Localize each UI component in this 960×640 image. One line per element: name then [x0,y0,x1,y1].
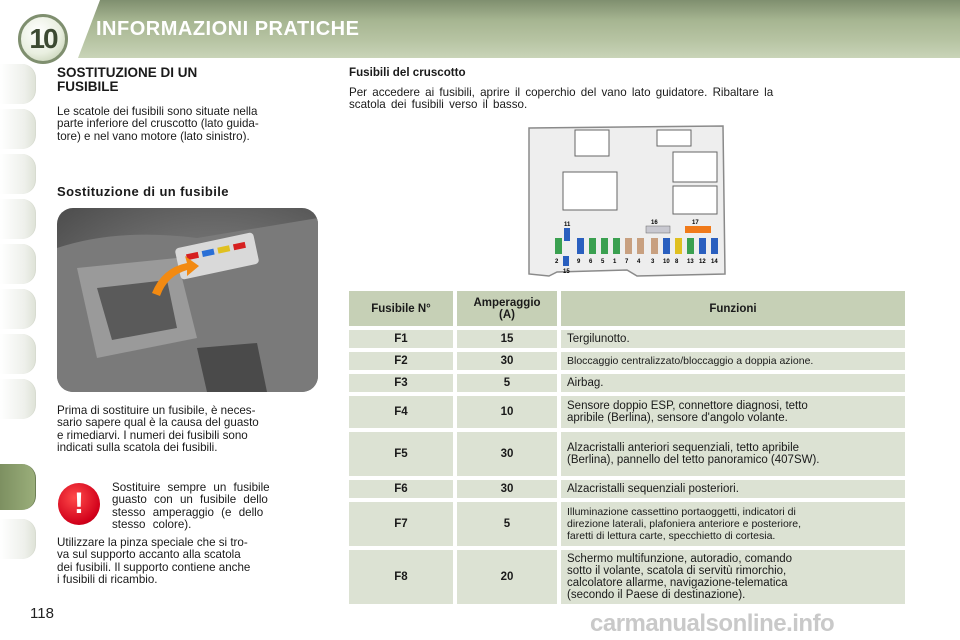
fuse-slot [589,238,596,254]
fuse-slot-label: 9 [577,259,581,265]
left-column [57,66,319,199]
fuse-slot-label: 2 [555,259,559,265]
fuse-amperage: 30 [453,432,557,476]
fuse-amperage: 30 [453,480,557,498]
chapter-badge: 10 [18,14,68,64]
fuse-number: F7 [349,502,453,546]
fuse-slot [601,238,608,254]
fuse-slot [555,238,562,254]
fuse-slot [613,238,620,254]
fuse-slot-label: 1 [613,259,617,265]
pliers-paragraph: Utilizzare la pinza speciale che si tro- va sul supporto accanto alla scatola dei fusibili. Il supporto contiene anche i fusibili di ricambio. [57,536,251,586]
fuse-number: F1 [349,330,453,348]
page-number: 118 [30,605,54,622]
fuse-number: F2 [349,352,453,370]
fuse-number: F4 [349,396,453,428]
fuse-slot [577,238,584,254]
fuse-slot [675,238,682,254]
table-row [349,352,905,370]
table-header-row [349,291,905,326]
fuse-functions: Airbag. [557,374,905,392]
fuse-slot [637,238,644,254]
fuse-number: F5 [349,432,453,476]
side-tab-active[interactable] [0,464,36,510]
fuse-slot-label: 10 [663,259,670,265]
side-tab[interactable] [0,244,36,284]
fuse-table [349,287,905,608]
fuse-slot [651,238,658,254]
fuse-slot [711,238,718,254]
warning-icon: ! [58,483,100,525]
fuse-slot-label: 14 [711,259,718,265]
fuse-functions: Illuminazione cassettino portaoggetti, indicatori di direzione laterali, plafoniera anteriore e posteriore, faretti di lettura carte, specchietto di cortesia. [557,502,905,546]
dashboard-fuses-text: Per accedere ai fusibili, aprire il coperchio del vano lato guidatore. Ribaltare la scatola dei fusibili verso il basso. [349,86,774,112]
table-row [349,396,905,428]
before-paragraph: Prima di sostituire un fusibile, è neces- sario sapere qual è la causa del guasto e rimediarvi. I numeri dei fusibili sono indicati sulla scatola dei fusibili. [57,404,259,454]
fuse-amperage: 5 [453,374,557,392]
fuse-functions: Alzacristalli anteriori sequenziali, tetto apribile (Berlina), pannello del tetto panoramico (407SW). [557,432,905,476]
table-row [349,550,905,604]
fuse-number: F8 [349,550,453,604]
header-functions: Funzioni [557,291,905,326]
right-column [349,66,905,112]
fuse-slot-label: 12 [699,259,706,265]
fuse-amperage: 10 [453,396,557,428]
fuse-functions: Schermo multifunzione, autoradio, comando sotto il volante, scatola di servitù rimorchio, calcolatore allarme, navigazione-telematica (secondo il Paese di destinazione). [557,550,905,604]
fuse-slot-label: 7 [625,259,629,265]
fusebox-diagram-svg [527,124,727,278]
side-tab[interactable] [0,109,36,149]
fuse-slot-label: 8 [675,259,679,265]
header-fuse: Fusibile N° [349,291,453,326]
fuse-slot [625,238,632,254]
table-row [349,330,905,348]
table-row [349,502,905,546]
fuse-functions: Sensore doppio ESP, connettore diagnosi, tetto apribile (Berlina), sensore d'angolo volante. [557,396,905,428]
subheading: Sostituzione di un fusibile [57,183,229,199]
fuse-slot-label: 3 [651,259,655,265]
side-tab[interactable] [0,519,36,559]
fuse-slot [687,238,694,254]
side-tab[interactable] [0,334,36,374]
fuse-amperage: 20 [453,550,557,604]
side-tab[interactable] [0,199,36,239]
section-heading: SOSTITUZIONE DI UN FUSIBILE [57,65,198,94]
fuse-slot-label: 6 [589,259,593,265]
dashboard-fuses-heading: Fusibili del cruscotto [349,66,466,79]
fuse-number: F3 [349,374,453,392]
fuse-label-15: 15 [563,269,570,275]
fuse-functions: Tergilunotto. [557,330,905,348]
side-tab[interactable] [0,289,36,329]
fuse-slot [663,238,670,254]
fuse-amperage: 15 [453,330,557,348]
table-row [349,432,905,476]
fuse-slot [699,238,706,254]
fuse-slot-label: 4 [637,259,641,265]
fuse-slot-label: 13 [687,259,694,265]
table-row [349,480,905,498]
table-row [349,374,905,392]
side-tabs [0,64,36,574]
fuse-label-17: 17 [692,220,699,226]
fuse-functions: Bloccaggio centralizzato/bloccaggio a doppia azione. [557,352,905,370]
fusebox-diagram [527,124,727,278]
fuse-label-16: 16 [651,220,658,226]
page-title: INFORMAZIONI PRATICHE [96,18,360,40]
warning-paragraph: Sostituire sempre un fusibile guasto con un fusibile dello stesso amperaggio (e dello stesso colore). [112,481,270,531]
intro-paragraph: Le scatole dei fusibili sono situate nella parte inferiore del cruscotto (lato guida- tore) e nel vano motore (lato sinistro). [57,105,259,143]
watermark: carmanualsonline.info [590,610,835,637]
fuse-number: F6 [349,480,453,498]
fuse-functions: Alzacristalli sequenziali posteriori. [557,480,905,498]
fuse-amperage: 30 [453,352,557,370]
header-amp: Amperaggio (A) [453,291,557,326]
side-tab[interactable] [0,379,36,419]
fusebox-photo [57,208,318,392]
fuse-label-11: 11 [564,222,571,228]
side-tab[interactable] [0,64,36,104]
side-tab[interactable] [0,154,36,194]
fuse-slot-label: 5 [601,259,605,265]
fusebox-photo-illustration [57,208,318,392]
fuse-amperage: 5 [453,502,557,546]
